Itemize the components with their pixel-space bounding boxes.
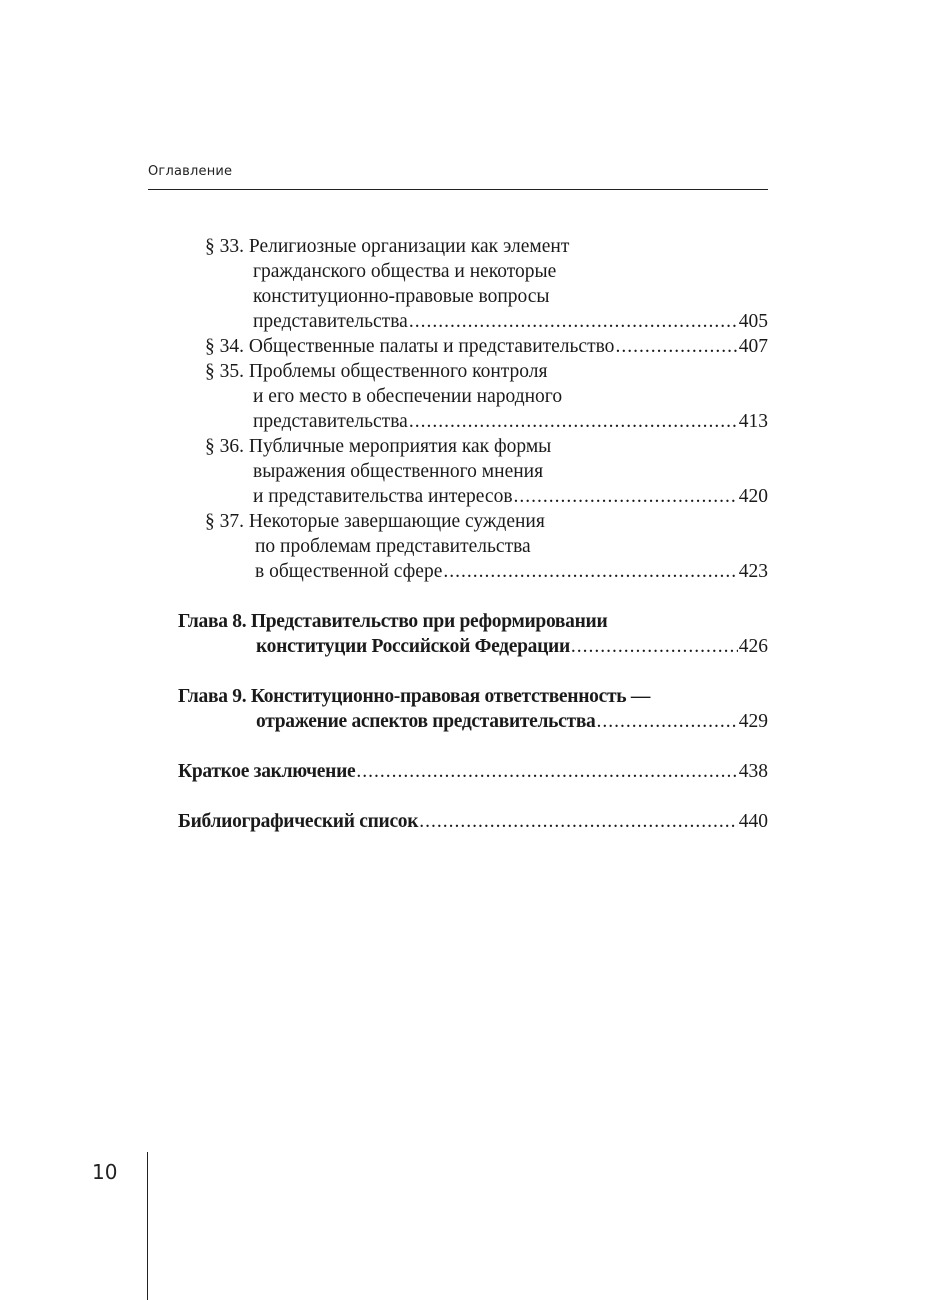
toc-s33-line3: конституционно-правовые вопросы (253, 286, 550, 307)
toc-s33-line4: представительства (253, 311, 408, 332)
toc-s37-line3: в общественной сфере (255, 561, 443, 582)
toc-conclusion-title: Краткое заключение (178, 761, 356, 782)
running-head: Оглавление (148, 164, 233, 179)
dot-leader (571, 634, 738, 659)
toc-s33-line1: § 33. Религиозные организации как элемент (205, 236, 570, 257)
page-number: 10 (92, 1160, 118, 1184)
toc-s33-line2: гражданского общества и некоторые (253, 261, 557, 282)
toc-entry-s35[interactable] (253, 409, 768, 434)
toc-entry-bibliography[interactable] (178, 809, 768, 834)
toc-entry-s37[interactable] (255, 559, 768, 584)
toc-s37-line1: § 37. Некоторые завершающие суждения (205, 511, 545, 532)
toc-entry-s33[interactable] (253, 309, 768, 334)
toc-entry-ch8[interactable] (256, 634, 768, 659)
toc-s35-line2: и его место в обеспечении народного (253, 386, 563, 407)
toc-ch8-line1: Глава 8. Представительство при реформировании (178, 611, 608, 632)
toc-s34-page: 407 (738, 336, 768, 357)
header-rule (148, 189, 768, 190)
dot-leader (443, 559, 737, 584)
toc-bibliography-title: Библиографический список (178, 811, 419, 832)
toc-s36-page: 420 (738, 486, 768, 507)
dot-leader (356, 759, 737, 784)
toc-ch9-page: 429 (738, 711, 768, 732)
dot-leader (615, 334, 737, 359)
toc-ch8-line2: конституции Российской Федерации (256, 636, 570, 657)
toc-s36-line1: § 36. Публичные мероприятия как формы (205, 436, 552, 457)
toc-ch9-line2: отражение аспектов представительства (256, 711, 596, 732)
dot-leader (514, 484, 738, 509)
toc-s37-line2: по проблемам представительства (255, 536, 531, 557)
toc-s33-page: 405 (738, 311, 768, 332)
toc-entry-ch9[interactable] (256, 709, 768, 734)
dot-leader (409, 409, 738, 434)
dot-leader (419, 809, 738, 834)
toc-s35-line1: § 35. Проблемы общественного контроля (205, 361, 548, 382)
toc-ch8-page: 426 (738, 636, 768, 657)
toc-ch9-line1: Глава 9. Конституционно-правовая ответственность — (178, 686, 651, 707)
toc-s37-page: 423 (738, 561, 768, 582)
toc-s36-line3: и представительства интересов (253, 486, 513, 507)
dot-leader (597, 709, 738, 734)
toc-s35-line3: представительства (253, 411, 408, 432)
toc-conclusion-page: 438 (738, 761, 768, 782)
margin-rule (147, 1152, 148, 1300)
toc-bibliography-page: 440 (738, 811, 768, 832)
toc-entry-conclusion[interactable] (178, 759, 768, 784)
toc-s34-line1: § 34. Общественные палаты и представительство (205, 336, 615, 357)
toc-entry-s36[interactable] (253, 484, 768, 509)
toc-s35-page: 413 (738, 411, 768, 432)
dot-leader (409, 309, 738, 334)
toc-s36-line2: выражения общественного мнения (253, 461, 544, 482)
toc-entry-s34[interactable] (205, 334, 768, 359)
